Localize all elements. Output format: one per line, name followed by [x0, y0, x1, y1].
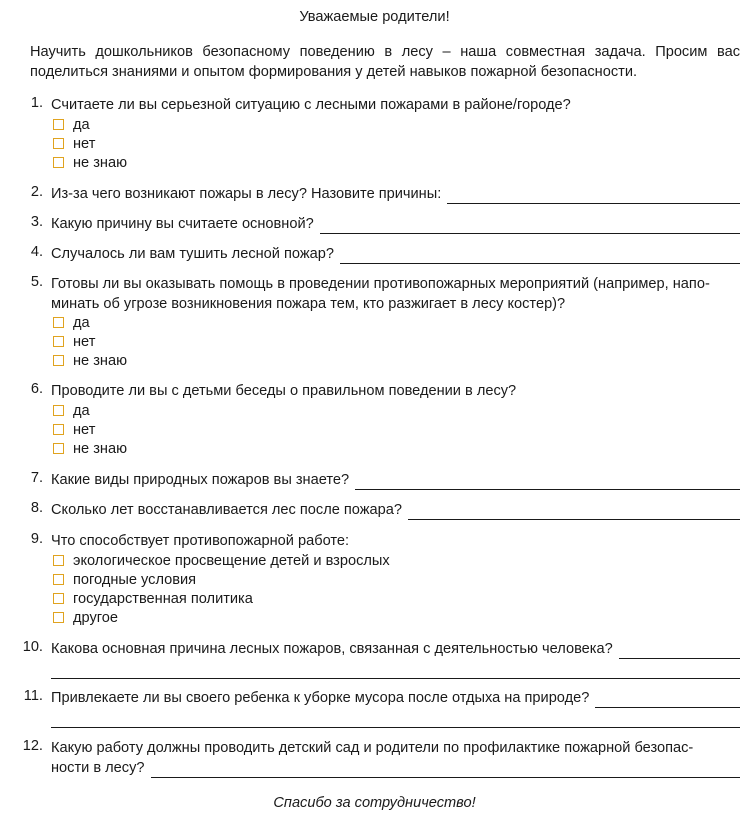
- question-number: 2.: [30, 184, 43, 200]
- page-title: Уважаемые родители!: [299, 9, 450, 25]
- question-text: Сколько лет восстанавливается лес после пожара?: [51, 502, 402, 518]
- answer-options: [53, 401, 127, 458]
- answer-line[interactable]: [151, 762, 740, 778]
- question-text: Считаете ли вы серьезной ситуацию с лесными пожарами в районе/городе?: [51, 97, 571, 113]
- checkbox-icon[interactable]: [53, 612, 64, 623]
- answer-line-2[interactable]: [51, 659, 740, 679]
- option-state-policy[interactable]: государственная политика: [53, 589, 390, 608]
- checkbox-icon[interactable]: [53, 157, 64, 168]
- option-yes[interactable]: да: [53, 313, 127, 332]
- question-text: Какие виды природных пожаров вы знаете?: [51, 472, 350, 488]
- answer-options: [53, 115, 127, 172]
- question-number: 6.: [30, 381, 43, 397]
- answer-line[interactable]: [447, 188, 740, 204]
- option-yes[interactable]: да: [53, 401, 127, 420]
- question-number: 5.: [30, 274, 43, 290]
- question-number: 4.: [30, 244, 43, 260]
- checkbox-icon[interactable]: [53, 405, 64, 416]
- checkbox-icon[interactable]: [53, 574, 64, 585]
- checkbox-icon[interactable]: [53, 336, 64, 347]
- option-dont-know[interactable]: не знаю: [53, 439, 127, 458]
- option-other[interactable]: другое: [53, 608, 390, 627]
- checkbox-icon[interactable]: [53, 138, 64, 149]
- option-no[interactable]: нет: [53, 332, 127, 351]
- checkbox-icon[interactable]: [53, 355, 64, 366]
- question-number: 1.: [30, 95, 43, 111]
- option-dont-know[interactable]: не знаю: [53, 153, 127, 172]
- option-no[interactable]: нет: [53, 134, 127, 153]
- checkbox-icon[interactable]: [53, 443, 64, 454]
- option-no[interactable]: нет: [53, 420, 127, 439]
- question-text: Что способствует противопожарной работе:: [51, 533, 350, 549]
- question-number: 10.: [22, 639, 43, 655]
- option-eco-education[interactable]: экологическое просвещение детей и взрослых: [53, 551, 390, 570]
- question-text: Какую причину вы считаете основной?: [51, 216, 314, 232]
- question-number: 11.: [23, 688, 43, 704]
- checkbox-icon[interactable]: [53, 317, 64, 328]
- question-text: Привлекаете ли вы своего ребенка к уборке мусора после отдыха на природе?: [51, 690, 590, 706]
- question-number: 9.: [30, 531, 43, 547]
- question-number: 7.: [30, 470, 43, 486]
- option-yes[interactable]: да: [53, 115, 127, 134]
- question-number: 3.: [30, 214, 43, 230]
- question-number: 12.: [22, 738, 43, 754]
- answer-line[interactable]: [595, 692, 740, 708]
- option-weather[interactable]: погодные условия: [53, 570, 390, 589]
- intro-paragraph: Научить дошкольников безопасному поведению в лесу – наша совместная задача. Просим вас поделиться знаниями и опытом формирования у детей навыков пожарной безопасности.: [30, 44, 740, 80]
- question-text-line-2: минать об угрозе возникновения пожара тем, кто разжигает в лесу костер)?: [51, 296, 566, 312]
- answer-options: [53, 313, 127, 370]
- question-text-line-2: ности в лесу?: [51, 760, 145, 776]
- answer-line[interactable]: [320, 218, 740, 234]
- answer-line[interactable]: [355, 474, 740, 490]
- answer-line-2[interactable]: [51, 708, 740, 728]
- question-text: Какова основная причина лесных пожаров, связанная с деятельностью человека?: [51, 641, 613, 657]
- question-text-line-1: Какую работу должны проводить детский сад и родители по профилактике пожарной безопас-: [51, 740, 694, 756]
- checkbox-icon[interactable]: [53, 424, 64, 435]
- answer-line[interactable]: [340, 248, 740, 264]
- question-number: 8.: [30, 500, 43, 516]
- question-text: Проводите ли вы с детьми беседы о правильном поведении в лесу?: [51, 383, 517, 399]
- checkbox-icon[interactable]: [53, 119, 64, 130]
- question-text: Случалось ли вам тушить лесной пожар?: [51, 246, 334, 262]
- answer-line[interactable]: [408, 504, 740, 520]
- answer-line[interactable]: [619, 643, 740, 659]
- question-text-line-1: Готовы ли вы оказывать помощь в проведении противопожарных мероприятий (например, напо-: [51, 276, 710, 292]
- checkbox-icon[interactable]: [53, 593, 64, 604]
- closing-thanks: Спасибо за сотрудничество!: [273, 795, 476, 811]
- checkbox-icon[interactable]: [53, 555, 64, 566]
- option-dont-know[interactable]: не знаю: [53, 351, 127, 370]
- question-text: Из-за чего возникают пожары в лесу? Назовите причины:: [51, 186, 442, 202]
- answer-options: [53, 551, 390, 627]
